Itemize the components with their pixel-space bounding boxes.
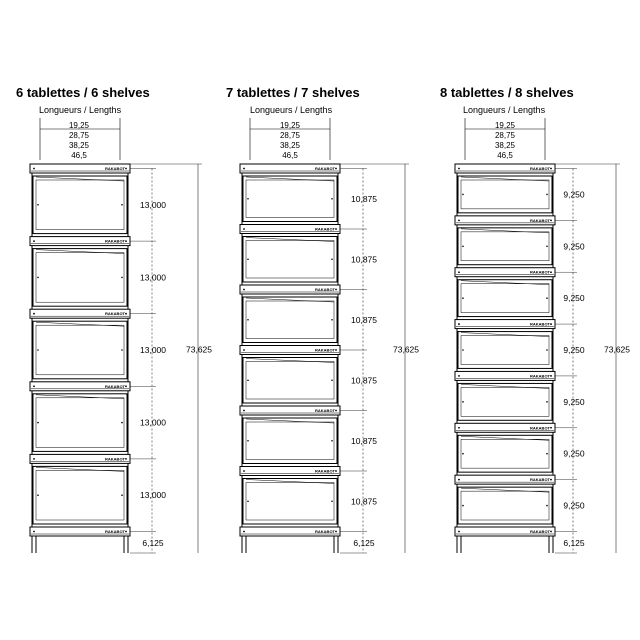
screw-dot — [33, 531, 35, 533]
brand-label: RAKABOT — [315, 287, 335, 292]
side-panel — [458, 435, 552, 472]
side-panel — [243, 479, 337, 525]
screw-dot — [458, 323, 460, 325]
panel-inner-outline — [246, 483, 334, 521]
panel-diagonal-line — [36, 322, 124, 326]
spacing-label: 13,000 — [140, 272, 166, 283]
screw-dot — [247, 258, 249, 260]
leg-height-label: 6,125 — [353, 538, 375, 548]
screw-dot — [33, 458, 35, 460]
unit-3-title: 8 tablettes / 8 shelves — [440, 85, 574, 100]
screw-dot — [546, 505, 548, 507]
screw-dot — [121, 494, 123, 496]
screw-dot — [121, 204, 123, 206]
spacing-label: 13,000 — [140, 417, 166, 428]
panel-inner-outline — [461, 439, 549, 468]
screw-dot — [458, 531, 460, 533]
screw-dot — [550, 479, 552, 481]
side-panel — [243, 418, 337, 464]
screw-dot — [121, 277, 123, 279]
spacing-label: 13,000 — [140, 199, 166, 210]
screw-dot — [462, 401, 464, 403]
side-panel — [458, 280, 552, 317]
panel-inner-outline — [461, 232, 549, 261]
shelving-unit-3 — [455, 118, 630, 553]
leg-height-label: 6,125 — [142, 538, 164, 548]
unit-1-title: 6 tablettes / 6 shelves — [16, 85, 150, 100]
screw-dot — [125, 458, 127, 460]
screw-dot — [331, 379, 333, 381]
spacing-label: 10,875 — [351, 254, 377, 265]
screw-dot — [247, 500, 249, 502]
screw-dot — [243, 349, 245, 351]
panel-diagonal-line — [246, 238, 334, 242]
panel-inner-outline — [246, 422, 334, 460]
screw-dot — [458, 479, 460, 481]
spacing-label: 10,875 — [351, 435, 377, 446]
screw-dot — [546, 245, 548, 247]
side-panel — [33, 466, 127, 524]
screw-dot — [331, 198, 333, 200]
spacing-label: 9,250 — [563, 396, 585, 407]
side-panel — [458, 332, 552, 369]
spacing-label: 9,250 — [563, 500, 585, 511]
panel-diagonal-line — [246, 177, 334, 181]
screw-dot — [335, 531, 337, 533]
screw-dot — [550, 531, 552, 533]
brand-label: RAKABOT — [530, 529, 550, 534]
side-panel — [458, 487, 552, 524]
screw-dot — [546, 349, 548, 351]
panel-inner-outline — [461, 387, 549, 416]
unit-1-length: 28,75 — [68, 131, 90, 140]
unit-2-length: 46,5 — [282, 151, 298, 160]
screw-dot — [243, 168, 245, 170]
spacing-label: 10,875 — [351, 314, 377, 325]
panel-inner-outline — [36, 253, 124, 303]
unit-2-length: 28,75 — [279, 131, 301, 140]
spacing-label: 9,250 — [563, 345, 585, 355]
screw-dot — [243, 228, 245, 230]
screw-dot — [335, 289, 337, 291]
screw-dot — [37, 494, 39, 496]
brand-label: RAKABOT — [530, 166, 550, 171]
brand-label: RAKABOT — [530, 269, 550, 275]
screw-dot — [125, 385, 127, 387]
screw-dot — [243, 410, 245, 412]
screw-dot — [546, 453, 548, 455]
panel-diagonal-line — [461, 333, 549, 337]
panel-inner-outline — [36, 180, 124, 230]
panel-diagonal-line — [36, 395, 124, 399]
side-panel — [458, 383, 552, 420]
brand-label: RAKABOT — [315, 529, 335, 534]
panel-inner-outline — [246, 301, 334, 339]
screw-dot — [458, 168, 460, 170]
spacing-label: 10,875 — [351, 496, 377, 507]
screw-dot — [546, 194, 548, 196]
screw-dot — [331, 258, 333, 260]
panel-inner-outline — [36, 470, 124, 520]
panel-inner-outline — [461, 491, 549, 520]
panel-diagonal-line — [461, 488, 549, 492]
unit-3-length: 28,75 — [494, 131, 516, 140]
side-panel — [243, 297, 337, 343]
unit-1-length: 38,25 — [68, 141, 90, 150]
screw-dot — [462, 453, 464, 455]
screw-dot — [335, 470, 337, 472]
panel-diagonal-line — [461, 436, 549, 440]
panel-diagonal-line — [246, 359, 334, 363]
brand-label: RAKABOT — [530, 425, 550, 431]
screw-dot — [37, 204, 39, 206]
panel-inner-outline — [461, 284, 549, 313]
screw-dot — [550, 427, 552, 429]
panel-inner-outline — [36, 398, 124, 448]
screw-dot — [33, 313, 35, 315]
spacing-label: 9,250 — [563, 189, 585, 200]
panel-inner-outline — [461, 336, 549, 365]
side-panel — [458, 176, 552, 213]
screw-dot — [550, 168, 552, 170]
panel-inner-outline — [36, 325, 124, 375]
panel-inner-outline — [246, 241, 334, 279]
spacing-label: 9,250 — [563, 293, 585, 304]
brand-label: RAKABOT — [530, 217, 550, 223]
screw-dot — [331, 319, 333, 321]
brand-label: RAKABOT — [315, 468, 335, 474]
screw-dot — [335, 228, 337, 230]
screw-dot — [121, 422, 123, 424]
brand-label: RAKABOT — [315, 166, 335, 171]
shelving-unit-1 — [30, 118, 212, 553]
unit-1-lengths-label: Longueurs / Lengths — [39, 105, 122, 115]
screw-dot — [125, 313, 127, 315]
spacing-label: 10,875 — [351, 193, 377, 204]
spacing-label: 9,250 — [563, 241, 585, 252]
total-height-label: 73,625 — [393, 344, 419, 355]
side-panel — [33, 321, 127, 379]
screw-dot — [33, 168, 35, 170]
side-panel — [243, 358, 337, 404]
panel-diagonal-line — [461, 384, 549, 388]
screw-dot — [462, 349, 464, 351]
screw-dot — [462, 245, 464, 247]
unit-3-length: 46,5 — [497, 151, 513, 160]
screw-dot — [247, 440, 249, 442]
brand-label: RAKABOT — [105, 311, 125, 317]
screw-dot — [462, 194, 464, 196]
unit-2-lengths-label: Longueurs / Lengths — [250, 105, 333, 115]
unit-3-length: 19,25 — [494, 121, 516, 130]
brand-label: RAKABOT — [530, 477, 550, 483]
brand-label: RAKABOT — [530, 373, 550, 379]
side-panel — [33, 176, 127, 234]
screw-dot — [550, 323, 552, 325]
screw-dot — [458, 375, 460, 377]
unit-2-length: 19,25 — [279, 121, 301, 130]
screw-dot — [125, 168, 127, 170]
brand-label: RAKABOT — [105, 456, 125, 462]
total-height-label: 73,625 — [186, 344, 212, 355]
screw-dot — [243, 470, 245, 472]
screw-dot — [243, 531, 245, 533]
leg-height-label: 6,125 — [563, 538, 585, 548]
panel-inner-outline — [246, 180, 334, 218]
screw-dot — [335, 410, 337, 412]
panel-diagonal-line — [36, 250, 124, 254]
unit-3-length: 38,25 — [494, 141, 516, 150]
screw-dot — [462, 297, 464, 299]
panel-diagonal-line — [246, 480, 334, 484]
side-panel — [33, 394, 127, 452]
panel-inner-outline — [461, 180, 549, 209]
total-height-label: 73,625 — [604, 344, 630, 355]
brand-label: RAKABOT — [530, 321, 550, 327]
screw-dot — [462, 505, 464, 507]
side-panel — [458, 228, 552, 265]
screw-dot — [37, 277, 39, 279]
spacing-label: 10,875 — [351, 375, 377, 386]
side-panel — [243, 176, 337, 222]
screw-dot — [458, 219, 460, 221]
screw-dot — [247, 319, 249, 321]
screw-dot — [247, 379, 249, 381]
screw-dot — [243, 289, 245, 291]
screw-dot — [33, 385, 35, 387]
side-panel — [33, 249, 127, 307]
screw-dot — [247, 198, 249, 200]
screw-dot — [125, 531, 127, 533]
brand-label: RAKABOT — [105, 166, 125, 171]
spacing-label: 9,250 — [563, 448, 585, 459]
screw-dot — [335, 349, 337, 351]
panel-diagonal-line — [36, 177, 124, 181]
unit-3-lengths-label: Longueurs / Lengths — [463, 105, 546, 115]
panel-diagonal-line — [461, 229, 549, 233]
screw-dot — [550, 271, 552, 273]
panel-diagonal-line — [36, 467, 124, 471]
screw-dot — [458, 271, 460, 273]
spacing-label: 13,000 — [140, 490, 166, 501]
unit-1-length: 46,5 — [71, 151, 87, 160]
brand-label: RAKABOT — [315, 347, 335, 353]
screw-dot — [331, 500, 333, 502]
spacing-label: 13,000 — [140, 345, 166, 355]
screw-dot — [33, 240, 35, 242]
unit-2-length: 38,25 — [279, 141, 301, 150]
brand-label: RAKABOT — [315, 226, 335, 232]
screw-dot — [550, 219, 552, 221]
panel-diagonal-line — [461, 281, 549, 285]
screw-dot — [37, 422, 39, 424]
brand-label: RAKABOT — [105, 383, 125, 389]
screw-dot — [335, 168, 337, 170]
screw-dot — [121, 349, 123, 351]
screw-dot — [125, 240, 127, 242]
unit-1-length: 19,25 — [68, 121, 90, 130]
screw-dot — [546, 401, 548, 403]
brand-label: RAKABOT — [105, 529, 125, 534]
screw-dot — [550, 375, 552, 377]
unit-2-title: 7 tablettes / 7 shelves — [226, 85, 360, 100]
panel-inner-outline — [246, 362, 334, 400]
side-panel — [243, 237, 337, 283]
panel-diagonal-line — [246, 419, 334, 423]
brand-label: RAKABOT — [315, 408, 335, 413]
panel-diagonal-line — [246, 298, 334, 302]
screw-dot — [331, 440, 333, 442]
screw-dot — [37, 349, 39, 351]
screw-dot — [458, 427, 460, 429]
shelving-unit-2 — [240, 118, 419, 553]
screw-dot — [546, 297, 548, 299]
panel-diagonal-line — [461, 177, 549, 181]
brand-label: RAKABOT — [105, 238, 125, 244]
